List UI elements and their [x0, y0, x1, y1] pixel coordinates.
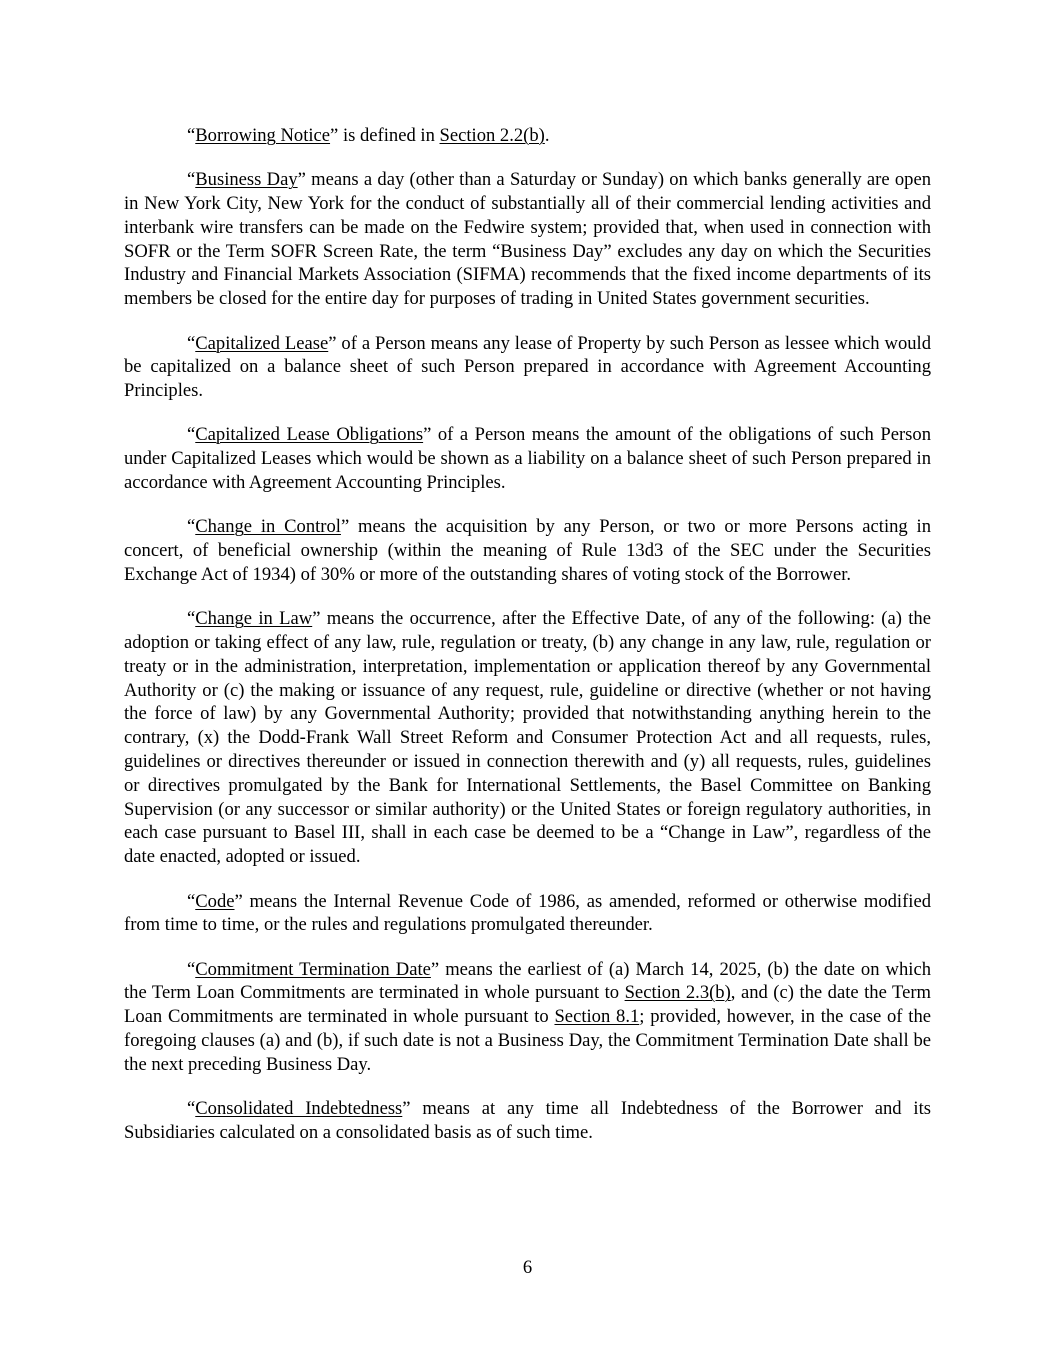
definition-text: “: [187, 1098, 196, 1120]
definition-text: “: [187, 890, 196, 912]
definition-code: [124, 890, 931, 938]
defined-term: Code: [195, 890, 235, 912]
definition-consolidated-indebtedness: [124, 1097, 931, 1145]
definition-commitment-termination-date: [124, 958, 931, 1077]
definition-text: , and (c) the date the Term Loan Commitments are terminated in whole pursuant to: [124, 982, 931, 1028]
definition-text: ” means the earliest of (a) March 14, 2025, (b) the date on which the Term Loan Commitments are terminated in whole pursuant to: [124, 958, 931, 1004]
definition-text: ” means the occurrence, after the Effective Date, of any of the following: (a) the adoption or taking effect of any law, rule, regulation or treaty, (b) any change in any law, rule, regulation or treaty or in the administration, interpretation, implementation or application thereof by any Governmental Authority or (c) the making or issuance of any request, rule, guideline or directive (whether or not having the force of law) by any Governmental Authority; provided that notwithstanding anything herein to the contrary, (x) the Dodd-Frank Wall Street Reform and Consumer Protection Act and all requests, rules, guidelines or directives thereunder or issued in connection therewith and (y) all requests, rules, guidelines or directives promulgated by the Bank for International Settlements, the Basel Committee on Banking Supervision (or any successor or similar authority) or the United States or foreign regulatory authorities, in each case pursuant to Basel III, shall in each case be deemed to be a “Change in Law”, regardless of the date enacted, adopted or issued.: [124, 608, 931, 868]
definition-text: .: [544, 125, 550, 146]
defined-term: Consolidated Indebtedness: [195, 1098, 403, 1120]
definition-text: ” means the acquisition by any Person, or two or more Persons acting in concert, of beneficial ownership (within the meaning of Rule 13d3 of the SEC under the Securities Exchange Act of 1934) of 30% or more of the outstanding shares of voting stock of the Borrower.: [124, 516, 931, 585]
definition-text: ” is defined in: [330, 125, 440, 146]
definition-text: “: [187, 958, 196, 980]
definition-text: “: [187, 608, 196, 630]
defined-term: Change in Control: [195, 516, 341, 538]
definition-text: ” means at any time all Indebtedness of the Borrower and its Subsidiaries calculated on a consolidated basis as of such time.: [124, 1098, 931, 1143]
definition-change-in-control: [124, 515, 931, 586]
definition-text: ” of a Person means any lease of Property by such Person as lessee which would be capitalized on a balance sheet of such Person prepared in accordance with Agreement Accounting Principles.: [124, 332, 932, 402]
section-reference: Section 8.1: [554, 1006, 640, 1028]
definition-text: “: [187, 516, 196, 538]
definition-text: ; provided, however, in the case of the foregoing clauses (a) and (b), if such date is not a Business Day, the Commitment Termination Date shall be the next preceding Business Day.: [124, 1006, 931, 1075]
defined-term: Change in Law: [195, 608, 313, 630]
definition-text: ” means the Internal Revenue Code of 1986, as amended, reformed or otherwise modified from time to time, or the rules and regulations promulgated thereunder.: [124, 890, 931, 936]
page-number: 6: [522, 1257, 533, 1278]
section-reference: Section 2.3(b): [624, 982, 731, 1004]
definition-text: “: [187, 424, 196, 446]
defined-term: Commitment Termination Date: [195, 958, 431, 980]
defined-term: Business Day: [195, 169, 298, 191]
definition-capitalized-lease-obligations: [124, 423, 931, 494]
defined-term: Capitalized Lease Obligations: [195, 424, 424, 446]
definitions-list: [124, 124, 931, 1145]
definition-text: “: [187, 169, 196, 191]
definition-change-in-law: [124, 607, 931, 869]
defined-term: Borrowing Notice: [195, 125, 331, 146]
definition-text: ” means a day (other than a Saturday or Sunday) on which banks generally are open in New York City, New York for the conduct of substantially all of their commercial lending activities and interbank wire transfers can be made on the Fedwire system; provided that, when used in connection with SOFR or the Term SOFR Screen Rate, the term “Business Day” excludes any day on which the Securities Industry and Financial Markets Association (SIFMA) recommends that the fixed income departments of its members be closed for the entire day for purposes of trading in United States government securities.: [124, 169, 931, 310]
definition-borrowing-notice: [124, 124, 931, 148]
definition-text: ” of a Person means the amount of the obligations of such Person under Capitalized Leases which would be shown as a liability on a balance sheet of such Person prepared in accordance with Agreement Accounting Principles.: [124, 424, 931, 494]
section-reference: Section 2.2(b): [439, 125, 545, 146]
definition-text: “: [187, 125, 196, 146]
definition-text: “: [187, 332, 196, 354]
document-page: [124, 124, 931, 1165]
definition-capitalized-lease: [124, 332, 931, 403]
defined-term: Capitalized Lease: [195, 332, 329, 354]
definition-business-day: [124, 168, 931, 311]
